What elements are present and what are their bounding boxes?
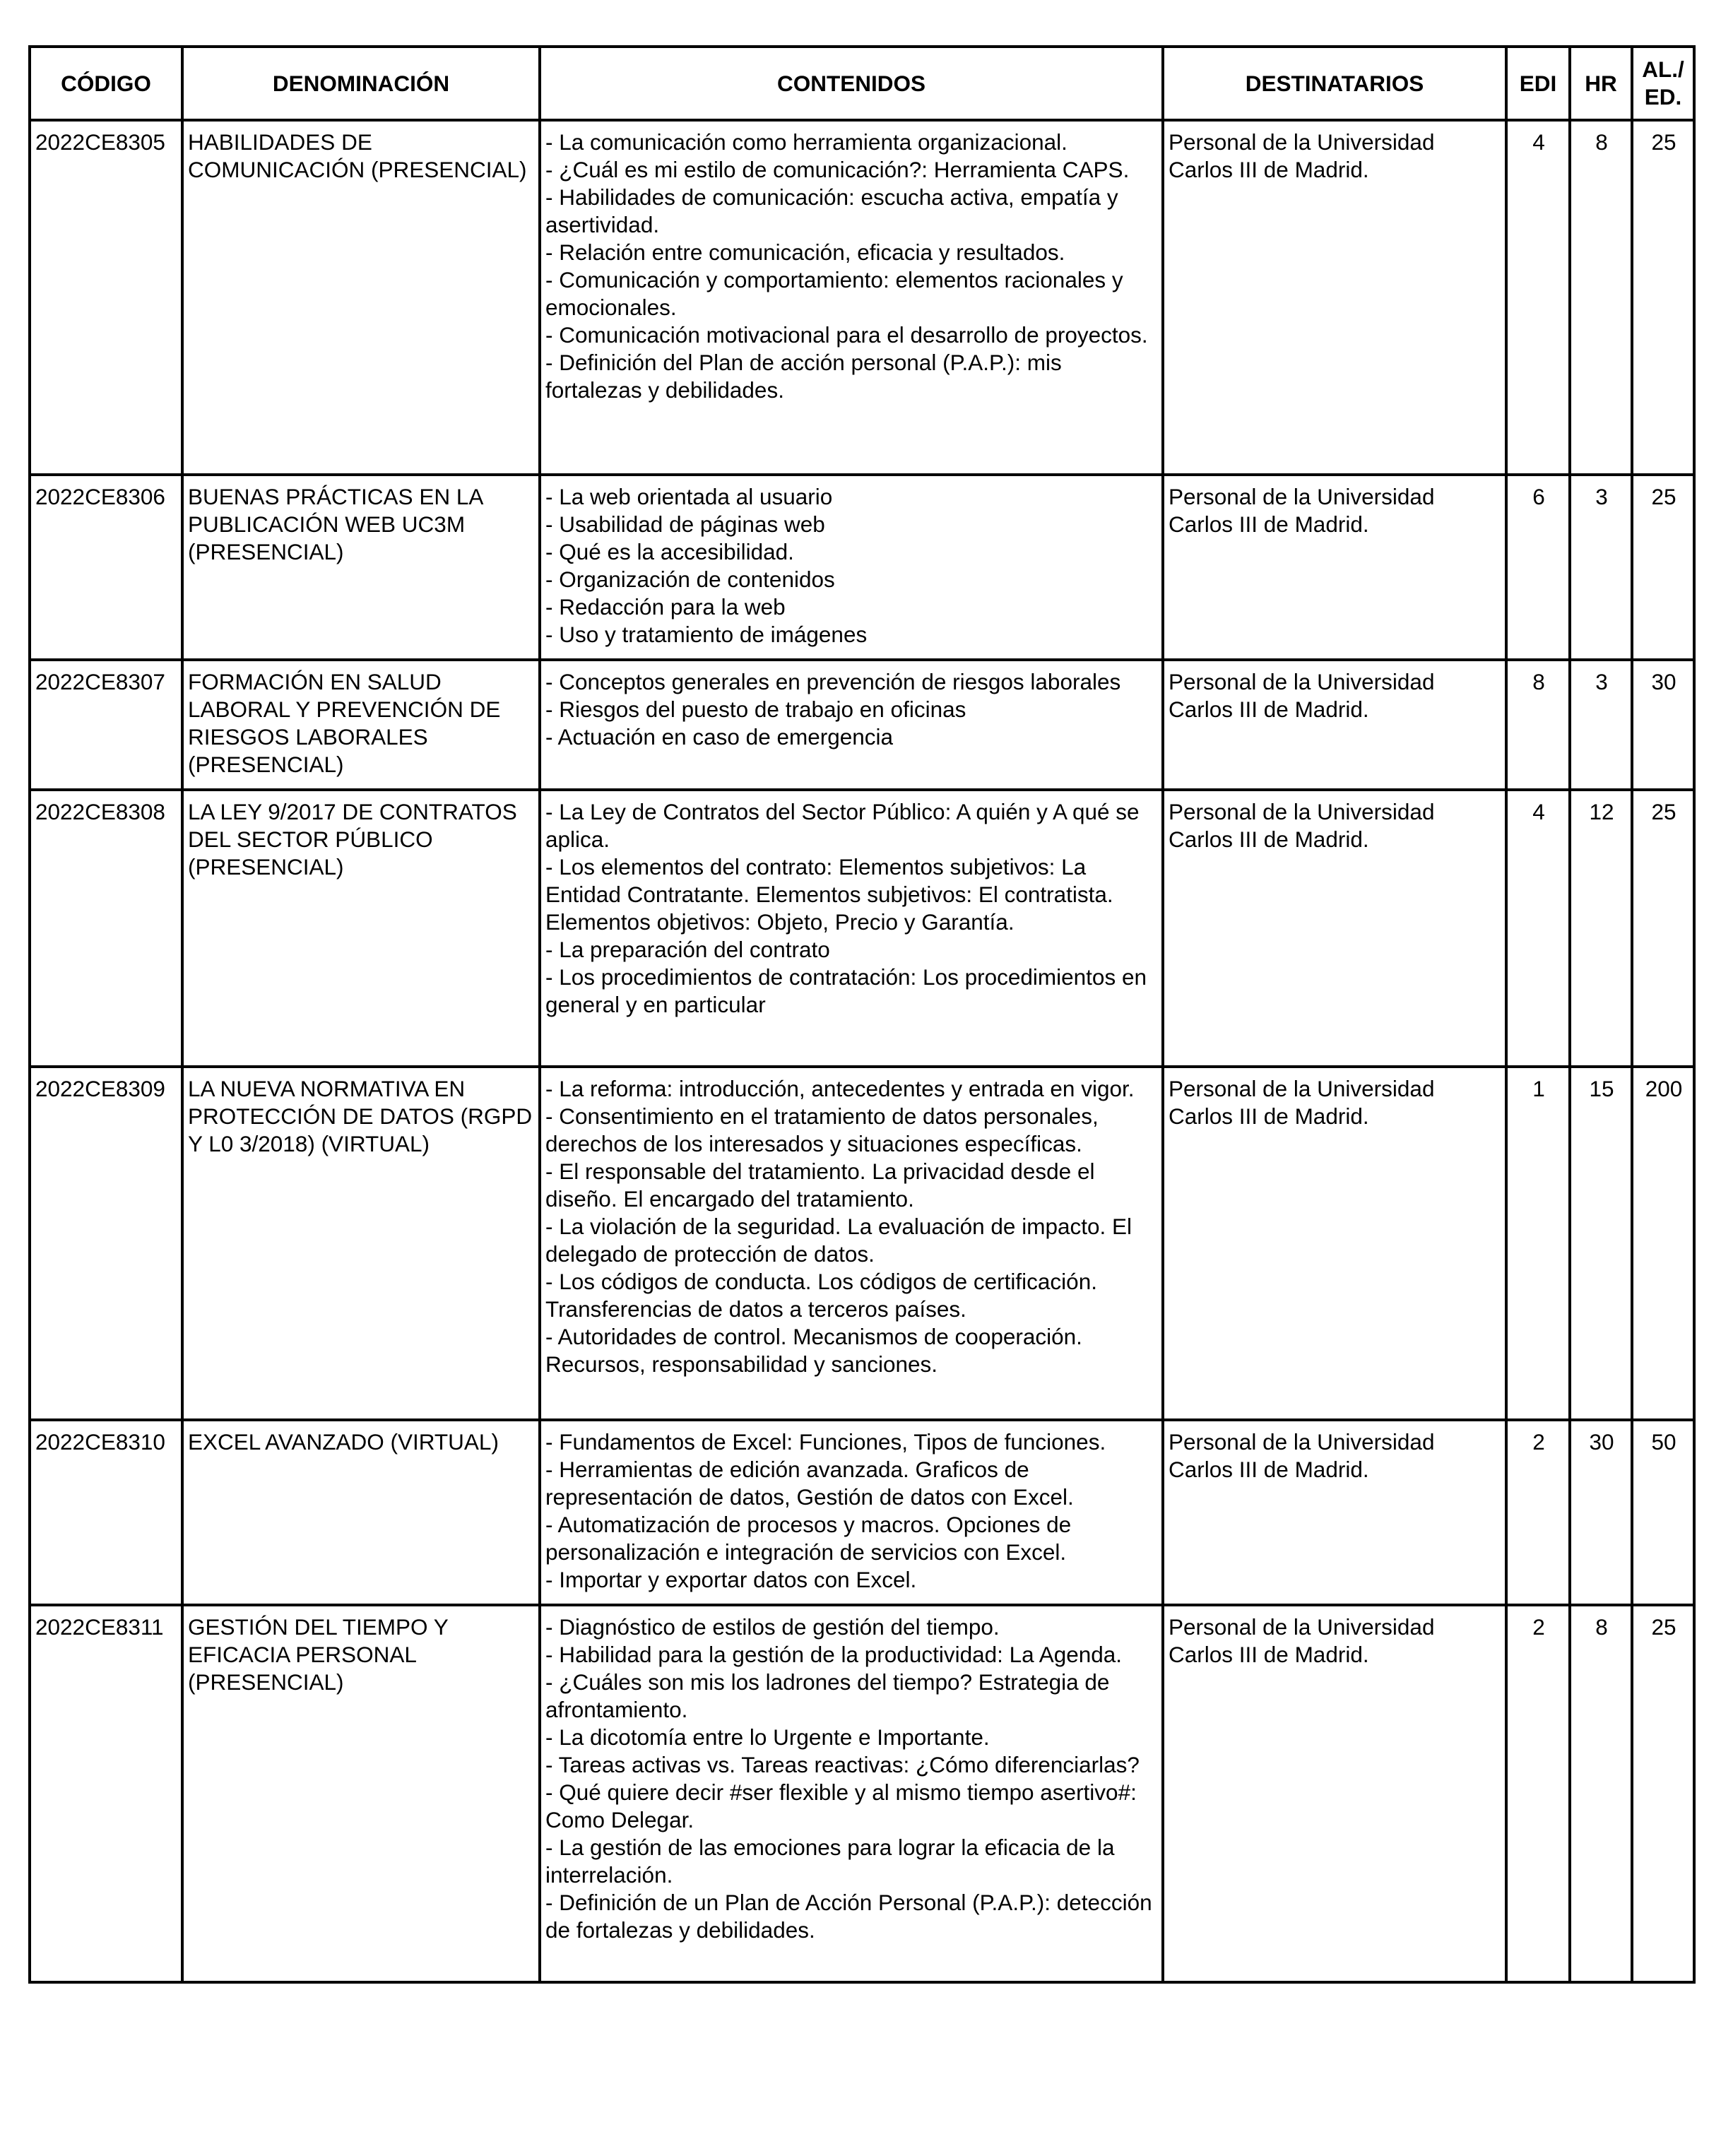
- contenido-item: - Los elementos del contrato: Elementos subjetivos: La Entidad Contratante. Elementos subjetivos: El contratista. Elementos objetivos: Objeto, Precio y Garantía.: [545, 854, 1113, 935]
- cell-contenidos: [540, 475, 1163, 660]
- cell-codigo: 2022CE8306: [30, 475, 182, 660]
- contenido-item: - Actuación en caso de emergencia: [545, 724, 894, 750]
- contenido-item: - Redacción para la web: [545, 594, 786, 620]
- contenido-item: - Riesgos del puesto de trabajo en oficinas: [545, 697, 966, 722]
- contenido-item: - Comunicación motivacional para el desarrollo de proyectos.: [545, 322, 1148, 348]
- cell-hr: 3: [1570, 660, 1632, 790]
- cell-destinatarios: Personal de la Universidad Carlos III de Madrid.: [1163, 120, 1506, 475]
- contenido-item: - La gestión de las emociones para lograr la eficacia de la interrelación.: [545, 1835, 1115, 1888]
- contenido-item: - Los códigos de conducta. Los códigos de certificación. Transferencias de datos a terceros países.: [545, 1269, 1097, 1322]
- cell-codigo: 2022CE8305: [30, 120, 182, 475]
- cell-contenidos: [540, 1605, 1163, 1982]
- cell-denominacion: FORMACIÓN EN SALUD LABORAL Y PREVENCIÓN DE RIESGOS LABORALES (PRESENCIAL): [182, 660, 540, 790]
- header-al-ed-line1: AL./: [1642, 57, 1684, 82]
- header-edi: EDI: [1506, 47, 1570, 120]
- cell-edi: 1: [1506, 1067, 1570, 1420]
- courses-table: [28, 45, 1696, 1984]
- contenido-item: - ¿Cuál es mi estilo de comunicación?: Herramienta CAPS.: [545, 157, 1130, 182]
- cell-al-ed: 25: [1632, 790, 1694, 1067]
- cell-hr: 12: [1570, 790, 1632, 1067]
- contenido-item: - Tareas activas vs. Tareas reactivas: ¿Cómo diferenciarlas?: [545, 1752, 1140, 1777]
- header-hr: HR: [1570, 47, 1632, 120]
- table-row: [30, 790, 1694, 1067]
- table-row: [30, 1067, 1694, 1420]
- cell-codigo: 2022CE8308: [30, 790, 182, 1067]
- cell-codigo: 2022CE8311: [30, 1605, 182, 1982]
- header-denominacion: DENOMINACIÓN: [182, 47, 540, 120]
- cell-contenidos: [540, 1420, 1163, 1605]
- cell-al-ed: 30: [1632, 660, 1694, 790]
- header-contenidos: CONTENIDOS: [540, 47, 1163, 120]
- cell-hr: 3: [1570, 475, 1632, 660]
- contenido-item: - Qué es la accesibilidad.: [545, 539, 794, 564]
- cell-codigo: 2022CE8307: [30, 660, 182, 790]
- contenido-item: - La Ley de Contratos del Sector Público: A quién y A qué se aplica.: [545, 799, 1140, 852]
- cell-contenidos: [540, 790, 1163, 1067]
- header-row: [30, 47, 1694, 120]
- contenido-item: - Organización de contenidos: [545, 567, 835, 592]
- cell-denominacion: GESTIÓN DEL TIEMPO Y EFICACIA PERSONAL (PRESENCIAL): [182, 1605, 540, 1982]
- contenido-item: - La dicotomía entre lo Urgente e Importante.: [545, 1724, 990, 1750]
- cell-destinatarios: Personal de la Universidad Carlos III de Madrid.: [1163, 790, 1506, 1067]
- cell-edi: 2: [1506, 1420, 1570, 1605]
- contenido-item: - Fundamentos de Excel: Funciones, Tipos de funciones.: [545, 1429, 1106, 1455]
- cell-contenidos: [540, 1067, 1163, 1420]
- cell-destinatarios: Personal de la Universidad Carlos III de Madrid.: [1163, 1067, 1506, 1420]
- table-row: [30, 660, 1694, 790]
- cell-destinatarios: Personal de la Universidad Carlos III de Madrid.: [1163, 1420, 1506, 1605]
- contenido-item: - Consentimiento en el tratamiento de datos personales, derechos de los interesados y situaciones específicas.: [545, 1103, 1099, 1156]
- table-row: [30, 1605, 1694, 1982]
- table-row: [30, 120, 1694, 475]
- courses-table-body: [30, 120, 1694, 1982]
- cell-hr: 30: [1570, 1420, 1632, 1605]
- document-page: [28, 45, 1693, 1984]
- cell-al-ed: 50: [1632, 1420, 1694, 1605]
- contenido-item: - Conceptos generales en prevención de riesgos laborales: [545, 669, 1121, 694]
- contenido-item: - Uso y tratamiento de imágenes: [545, 622, 868, 647]
- cell-codigo: 2022CE8310: [30, 1420, 182, 1605]
- contenido-item: - Habilidad para la gestión de la productividad: La Agenda.: [545, 1642, 1123, 1667]
- header-al-ed-line2: ED.: [1644, 84, 1682, 109]
- cell-codigo: 2022CE8309: [30, 1067, 182, 1420]
- cell-edi: 4: [1506, 120, 1570, 475]
- contenido-item: - Autoridades de control. Mecanismos de cooperación. Recursos, responsabilidad y sanciones.: [545, 1324, 1082, 1377]
- contenido-item: - Definición del Plan de acción personal (P.A.P.): mis fortalezas y debilidades.: [545, 350, 1062, 403]
- contenido-item: - La comunicación como herramienta organizacional.: [545, 129, 1068, 155]
- cell-hr: 15: [1570, 1067, 1632, 1420]
- contenido-item: - Relación entre comunicación, eficacia y resultados.: [545, 239, 1065, 265]
- header-destinatarios: DESTINATARIOS: [1163, 47, 1506, 120]
- contenido-item: - Los procedimientos de contratación: Los procedimientos en general y en particular: [545, 964, 1147, 1017]
- contenido-item: - La reforma: introducción, antecedentes y entrada en vigor.: [545, 1076, 1135, 1101]
- contenido-item: - Comunicación y comportamiento: elementos racionales y emocionales.: [545, 267, 1123, 320]
- contenido-item: - Automatización de procesos y macros. Opciones de personalización e integración de servicios con Excel.: [545, 1512, 1072, 1565]
- cell-denominacion: BUENAS PRÁCTICAS EN LA PUBLICACIÓN WEB UC3M (PRESENCIAL): [182, 475, 540, 660]
- cell-edi: 2: [1506, 1605, 1570, 1982]
- cell-denominacion: LA LEY 9/2017 DE CONTRATOS DEL SECTOR PÚBLICO (PRESENCIAL): [182, 790, 540, 1067]
- cell-contenidos: [540, 660, 1163, 790]
- table-row: [30, 1420, 1694, 1605]
- header-codigo: CÓDIGO: [30, 47, 182, 120]
- contenido-item: - El responsable del tratamiento. La privacidad desde el diseño. El encargado del tratamiento.: [545, 1159, 1095, 1212]
- cell-al-ed: 200: [1632, 1067, 1694, 1420]
- cell-denominacion: LA NUEVA NORMATIVA EN PROTECCIÓN DE DATOS (RGPD Y L0 3/2018) (VIRTUAL): [182, 1067, 540, 1420]
- cell-contenidos: [540, 120, 1163, 475]
- cell-edi: 6: [1506, 475, 1570, 660]
- contenido-item: - Usabilidad de páginas web: [545, 511, 825, 537]
- cell-hr: 8: [1570, 120, 1632, 475]
- contenido-item: - Importar y exportar datos con Excel.: [545, 1567, 917, 1592]
- contenido-item: - ¿Cuáles son mis los ladrones del tiempo? Estrategia de afrontamiento.: [545, 1669, 1110, 1722]
- cell-denominacion: HABILIDADES DE COMUNICACIÓN (PRESENCIAL): [182, 120, 540, 475]
- cell-edi: 4: [1506, 790, 1570, 1067]
- contenido-item: - Diagnóstico de estilos de gestión del tiempo.: [545, 1614, 1000, 1640]
- table-row: [30, 475, 1694, 660]
- contenido-item: - La preparación del contrato: [545, 937, 830, 962]
- cell-destinatarios: Personal de la Universidad Carlos III de Madrid.: [1163, 660, 1506, 790]
- cell-denominacion: EXCEL AVANZADO (VIRTUAL): [182, 1420, 540, 1605]
- cell-destinatarios: Personal de la Universidad Carlos III de Madrid.: [1163, 1605, 1506, 1982]
- cell-al-ed: 25: [1632, 1605, 1694, 1982]
- cell-hr: 8: [1570, 1605, 1632, 1982]
- contenido-item: - La web orientada al usuario: [545, 484, 833, 509]
- contenido-item: - Herramientas de edición avanzada. Graficos de representación de datos, Gestión de datos con Excel.: [545, 1457, 1074, 1510]
- contenido-item: - Habilidades de comunicación: escucha activa, empatía y asertividad.: [545, 184, 1118, 237]
- contenido-item: - Definición de un Plan de Acción Personal (P.A.P.): detección de fortalezas y debilidades.: [545, 1890, 1152, 1943]
- cell-al-ed: 25: [1632, 120, 1694, 475]
- header-al-ed: [1632, 47, 1694, 120]
- cell-al-ed: 25: [1632, 475, 1694, 660]
- contenido-item: - Qué quiere decir #ser flexible y al mismo tiempo asertivo#: Como Delegar.: [545, 1779, 1137, 1832]
- cell-edi: 8: [1506, 660, 1570, 790]
- cell-destinatarios: Personal de la Universidad Carlos III de Madrid.: [1163, 475, 1506, 660]
- contenido-item: - La violación de la seguridad. La evaluación de impacto. El delegado de protección de datos.: [545, 1214, 1132, 1267]
